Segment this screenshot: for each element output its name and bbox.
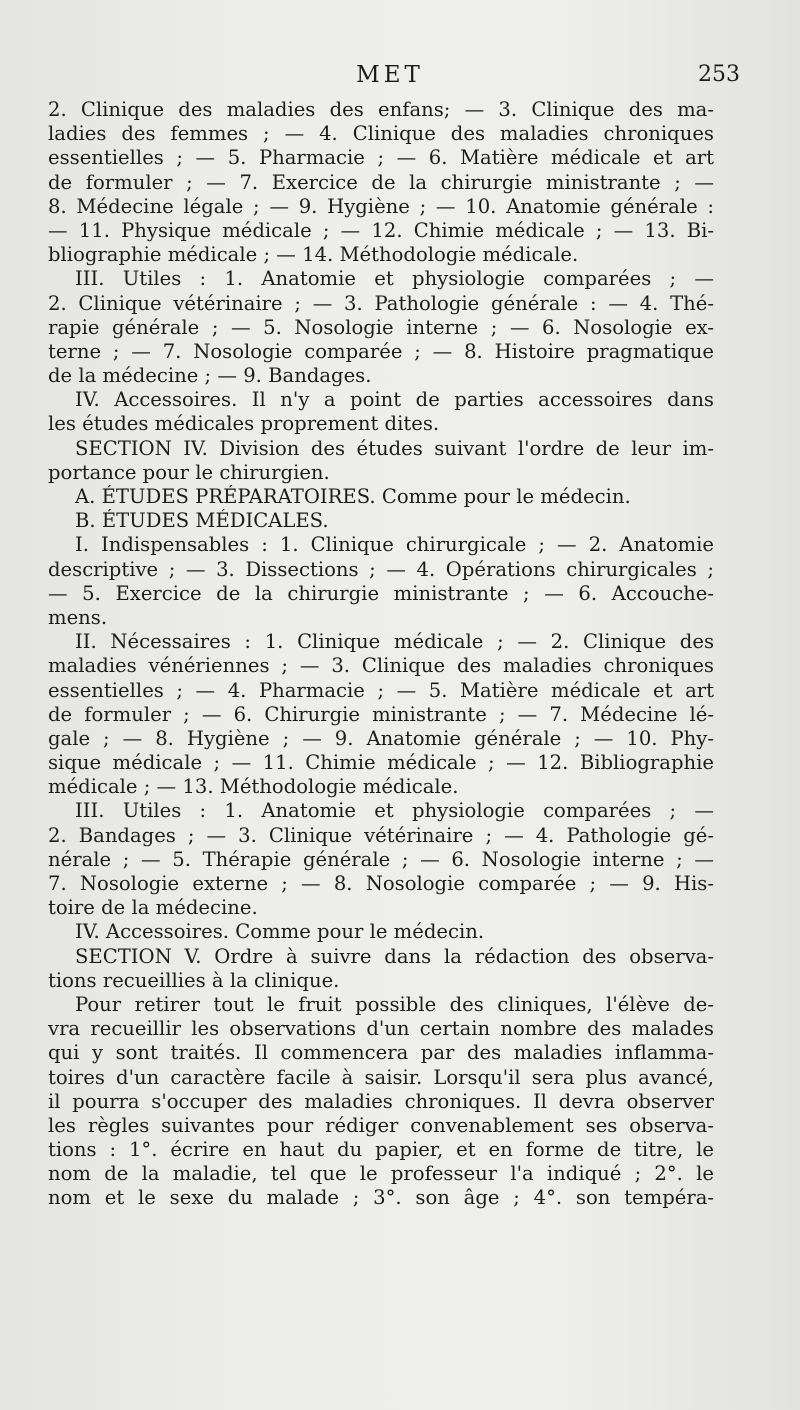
text-line: tions recueillies à la clinique. (48, 968, 340, 992)
text-line: toire de la médecine. (48, 896, 258, 920)
text-line: 7. Nosologie externe ; — 8. Nosologie comparée ; — 9. His- (48, 872, 714, 895)
page-header (40, 62, 740, 92)
text-line: — 5. Exercice de la chirurgie ministrante ; — 6. Accouche- (48, 581, 714, 605)
text-line: ladies des femmes ; — 4. Clinique des maladies chroniques (48, 122, 714, 146)
text-line: nom et le sexe du malade ; 3°. son âge ; 4°. son tempéra- (48, 1186, 714, 1210)
text-line: bliographie médicale ; — 14. Méthodologie médicale. (48, 243, 579, 267)
text-line: IV. Accessoires. Comme pour le médecin. (75, 920, 485, 944)
text-line: 8. Médecine légale ; — 9. Hygiène ; — 10. Anatomie générale : (48, 194, 714, 218)
text-line: de formuler ; — 7. Exercice de la chirurgie ministrante ; — (48, 170, 714, 194)
text-line: Pour retirer tout le fruit possible des cliniques, l'élève de- (75, 992, 714, 1016)
text-line: III. Utiles : 1. Anatomie et physiologie comparées ; — (75, 799, 714, 823)
text-line: 2. Bandages ; — 3. Clinique vétérinaire ; — 4. Pathologie gé- (48, 823, 714, 847)
text-line: essentielles ; — 4. Pharmacie ; — 5. Matière médicale et art (48, 678, 714, 702)
text-line: qui y sont traités. Il commencera par des maladies inflamma- (48, 1041, 714, 1065)
text-line: essentielles ; — 5. Pharmacie ; — 6. Matière médicale et art (48, 146, 714, 170)
text-line: — 11. Physique médicale ; — 12. Chimie médicale ; — 13. Bi- (48, 218, 714, 242)
text-line: portance pour le chirurgien. (48, 460, 330, 484)
text-line: 2. Clinique des maladies des enfans; — 3. Clinique des ma- (48, 98, 714, 121)
text-line: descriptive ; — 3. Dissections ; — 4. Opérations chirurgicales ; (48, 557, 714, 581)
text-line: B. ÉTUDES MÉDICALES. (75, 509, 329, 533)
text-line: vra recueillir les observations d'un certain nombre des malades (48, 1017, 714, 1041)
text-line: I. Indispensables : 1. Clinique chirurgicale ; — 2. Anatomie (75, 533, 714, 557)
text-line: III. Utiles : 1. Anatomie et physiologie comparées ; — (75, 267, 714, 291)
text-line: de formuler ; — 6. Chirurgie ministrante ; — 7. Médecine lé- (48, 702, 714, 726)
text-line: terne ; — 7. Nosologie comparée ; — 8. Histoire pragmatique (48, 339, 714, 363)
text-line: gale ; — 8. Hygiène ; — 9. Anatomie générale ; — 10. Phy- (48, 726, 714, 750)
text-line: II. Nécessaires : 1. Clinique médicale ; — 2. Clinique des (75, 630, 714, 654)
body-text (48, 98, 714, 1211)
text-line: il pourra s'occuper des maladies chroniques. Il devra observer (48, 1089, 714, 1113)
text-line: SECTION V. Ordre à suivre dans la rédaction des observa- (75, 944, 714, 968)
text-line: toires d'un caractère facile à saisir. Lorsqu'il sera plus avancé, (48, 1065, 714, 1089)
text-line: tions : 1°. écrire en haut du papier, et en forme de titre, le (48, 1138, 714, 1162)
text-line: nom de la maladie, tel que le professeur l'a indiqué ; 2°. le (48, 1162, 714, 1186)
text-line: maladies vénériennes ; — 3. Clinique des maladies chroniques (48, 654, 714, 678)
text-line: SECTION IV. Division des études suivant l'ordre de leur im- (75, 436, 714, 460)
text-line: de la médecine ; — 9. Bandages. (48, 364, 372, 388)
text-line: nérale ; — 5. Thérapie générale ; — 6. Nosologie interne ; — (48, 847, 714, 871)
text-line: les règles suivantes pour rédiger convenablement ses observa- (48, 1113, 714, 1137)
text-line: IV. Accessoires. Il n'y a point de parties accessoires dans (75, 388, 714, 412)
running-head: MET (356, 62, 424, 88)
page-number: 253 (698, 62, 740, 87)
text-line: sique médicale ; — 11. Chimie médicale ; — 12. Bibliographie (48, 751, 714, 775)
text-line: les études médicales proprement dites. (48, 412, 440, 436)
text-line: mens. (48, 605, 108, 629)
text-line: médicale ; — 13. Méthodologie médicale. (48, 775, 459, 799)
text-line: rapie générale ; — 5. Nosologie interne ; — 6. Nosologie ex- (48, 315, 714, 339)
text-line: 2. Clinique vétérinaire ; — 3. Pathologie générale : — 4. Thé- (48, 291, 714, 315)
text-line: A. ÉTUDES PRÉPARATOIRES. Comme pour le médecin. (75, 485, 631, 508)
